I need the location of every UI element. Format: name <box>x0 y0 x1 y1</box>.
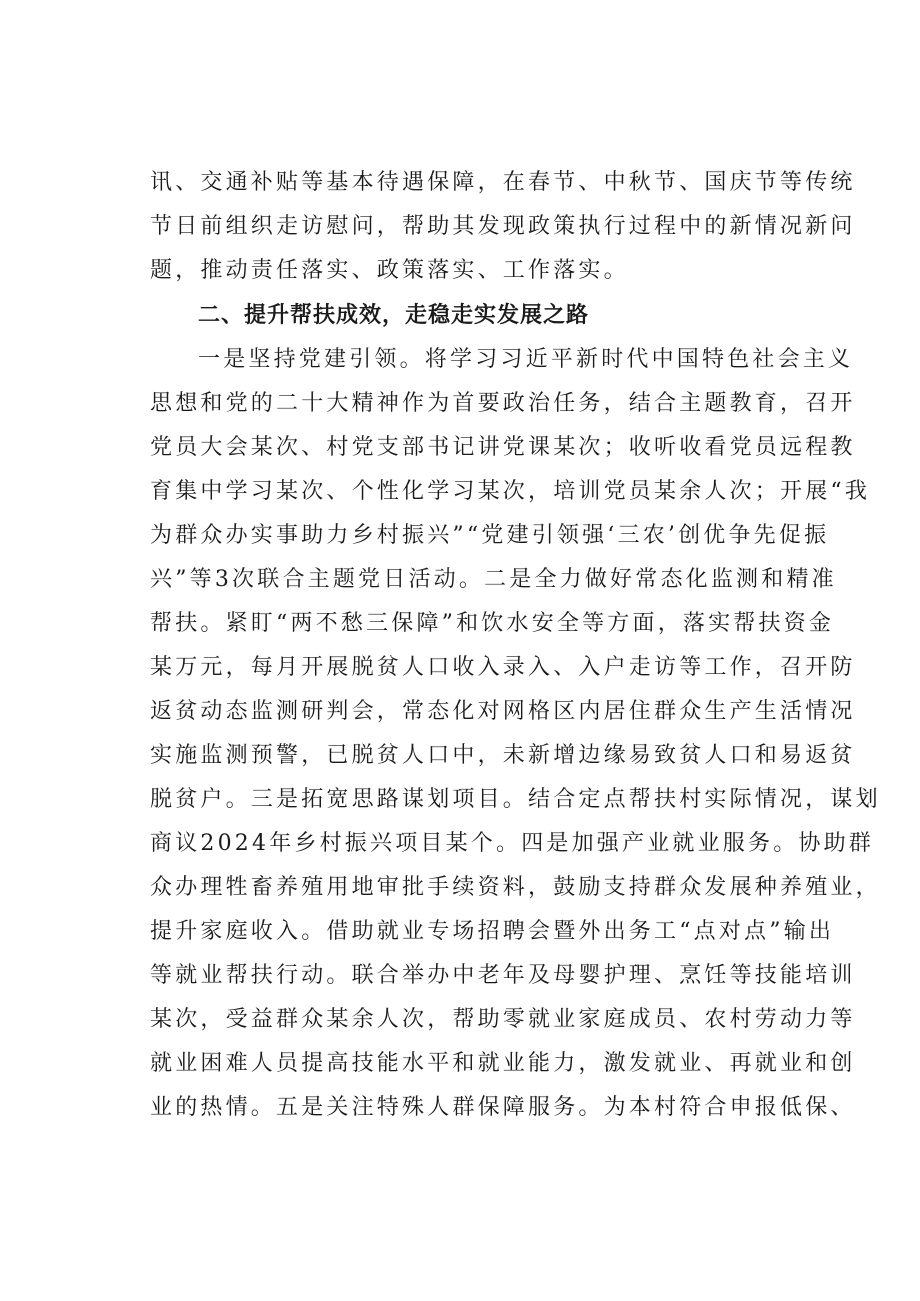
body-line-18: 业的热情。五是关注特殊人群保障服务。为本村符合申报低保、 <box>150 1095 856 1120</box>
body-line-10: 实施监测预警，已脱贫人口中，未新增边缘易致贫人口和易返贫 <box>150 743 856 768</box>
body-line-4: 育集中学习某次、个性化学习某次，培训党员某余人次；开展“我 <box>150 479 871 504</box>
intro-line-2: 节日前组织走访慰问，帮助其发现政策执行过程中的新情况新问 <box>150 214 856 239</box>
intro-line-1: 讯、交通补贴等基本待遇保障，在春节、中秋节、国庆节等传统 <box>150 170 856 195</box>
body-line-7: 帮扶。紧盯“两不愁三保障”和饮水安全等方面，落实帮扶资金 <box>150 611 835 636</box>
body-line-1: 一是坚持党建引领。将学习习近平新时代中国特色社会主义 <box>198 347 854 372</box>
body-line-2: 思想和党的二十大精神作为首要政治任务，结合主题教育，召开 <box>150 391 856 416</box>
body-line-14: 提升家庭收入。借助就业专场招聘会暨外出务工“点对点”输出 <box>150 919 835 944</box>
body-line-16: 某次，受益群众某余人次，帮助零就业家庭成员、农村劳动力等 <box>150 1007 856 1032</box>
body-line-13: 众办理牲畜养殖用地审批手续资料，鼓励支持群众发展种养殖业， <box>150 875 881 900</box>
body-line-15: 等就业帮扶行动。联合举办中老年及母婴护理、烹饪等技能培训 <box>150 963 856 988</box>
body-line-12: 商议2024年乡村振兴项目某个。四是加强产业就业服务。协助群 <box>150 831 874 856</box>
intro-line-3: 题，推动责任落实、政策落实、工作落实。 <box>150 258 629 283</box>
body-line-3: 党员大会某次、村党支部书记讲党课某次；收听收看党员远程教 <box>150 435 856 460</box>
body-line-9: 返贫动态监测研判会，常态化对网格区内居住群众生产生活情况 <box>150 699 856 724</box>
body-line-8: 某万元，每月开展脱贫人口收入录入、入户走访等工作，召开防 <box>150 655 856 680</box>
section-heading: 二、提升帮扶成效，走稳走实发展之路 <box>198 303 590 328</box>
body-line-11: 脱贫户。三是拓宽思路谋划项目。结合定点帮扶村实际情况，谋划 <box>150 787 881 812</box>
body-line-17: 就业困难人员提高技能水平和就业能力，激发就业、再就业和创 <box>150 1051 856 1076</box>
body-line-6: 兴”等3次联合主题党日活动。二是全力做好常态化监测和精准 <box>150 567 837 592</box>
body-line-5: 为群众办实事助力乡村振兴”“党建引领强‘三农’创优争先促振 <box>150 523 830 548</box>
